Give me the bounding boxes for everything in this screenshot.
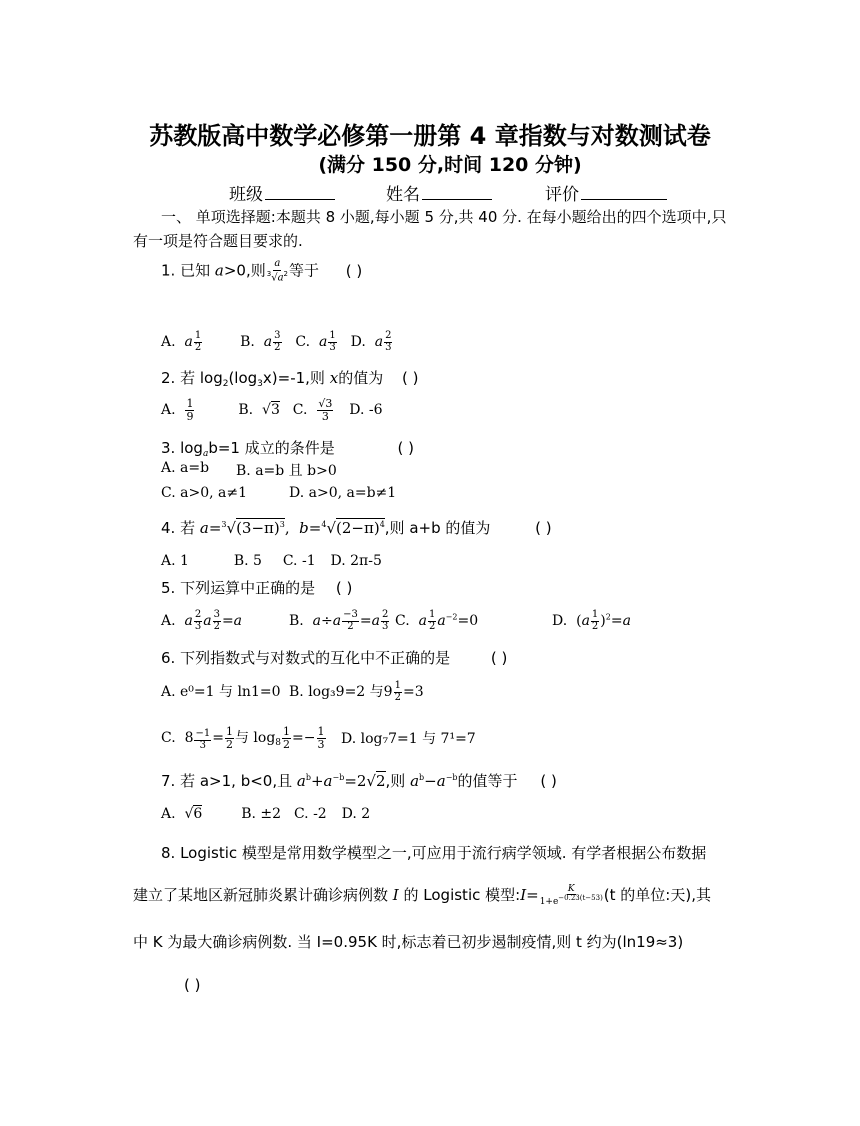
q4-stem: 4. 若 bbox=[161, 519, 196, 537]
grade-label: 评价 bbox=[545, 185, 579, 205]
q3-option-c[interactable]: C. a>0, a≠1 bbox=[161, 485, 247, 501]
q7-target: $a^b-a^{-b}$ bbox=[410, 772, 458, 790]
question-1 bbox=[161, 259, 362, 283]
q2-option-a[interactable]: A. $\frac{1}{9}$ bbox=[161, 397, 194, 423]
q6-answer-paren[interactable]: ( ) bbox=[490, 649, 508, 667]
q5-answer-paren[interactable]: ( ) bbox=[335, 579, 353, 597]
q7-expression: $a^b+a^{-b}=2√2$ bbox=[296, 772, 386, 790]
q4-option-a[interactable]: A. 1 bbox=[161, 553, 189, 569]
q5-stem: 5. 下列运算中正确的是 bbox=[161, 579, 316, 597]
q3-answer-paren[interactable]: ( ) bbox=[397, 439, 414, 457]
q4-option-c[interactable]: C. -1 bbox=[282, 553, 316, 569]
grade-blank[interactable] bbox=[581, 198, 667, 200]
q1-option-b[interactable]: B. a $\frac{3}{2}$ bbox=[240, 330, 281, 353]
q1-option-c[interactable]: C. a $\frac{1}{3}$ bbox=[295, 330, 336, 353]
q5-option-a[interactable]: A. a $\frac{2}{3}$ a $\frac{3}{2}$ =a bbox=[161, 609, 243, 632]
question-7 bbox=[161, 770, 557, 791]
q7-answer-paren[interactable]: ( ) bbox=[540, 772, 557, 790]
q8-answer-paren[interactable]: ( ) bbox=[184, 976, 201, 994]
q1-tail: 等于 bbox=[289, 261, 320, 280]
q2-option-c[interactable]: C. $\frac{√3}{3}$ bbox=[292, 397, 333, 423]
q5-option-d[interactable]: D. (a $\frac{1}{2}$ )$^2$=a bbox=[552, 609, 631, 632]
q7-end: 的值等于 bbox=[457, 772, 518, 790]
q1-option-d[interactable]: D. a $\frac{2}{3}$ bbox=[350, 330, 392, 353]
q8-line2a: 建立了某地区新冠肺炎累计确诊病例数 bbox=[133, 886, 389, 904]
question-8-line3: 中 K 为最大确诊病例数. 当 I=0.95K 时,标志着已初步遏制疫情,则 t 约为(ln19≈3) bbox=[133, 933, 684, 951]
q3-stem: 3. log bbox=[161, 439, 203, 457]
q4-options bbox=[161, 553, 382, 569]
q6-option-d[interactable]: D. log₇7=1 与 7¹=7 bbox=[341, 731, 476, 747]
q7-option-a[interactable]: A. √6 bbox=[161, 806, 203, 822]
q3-tail: b=1 成立的条件是 bbox=[208, 439, 335, 457]
question-5 bbox=[161, 577, 352, 598]
question-6 bbox=[161, 647, 507, 668]
section-instruction-line2: 有一项是符合题目要求的. bbox=[133, 232, 303, 250]
q7-option-d[interactable]: D. 2 bbox=[341, 806, 371, 822]
page-title: 苏教版高中数学必修第一册第 4 章指数与对数测试卷 bbox=[149, 122, 711, 150]
q4-option-d[interactable]: D. 2π-5 bbox=[330, 553, 382, 569]
q7-tail: ,则 bbox=[385, 772, 406, 790]
name-field[interactable] bbox=[386, 180, 492, 205]
q5-option-c[interactable]: C. a $\frac{1}{2}$ $a^{-2}=0$ bbox=[395, 609, 479, 632]
q6-stem: 6. 下列指数式与对数式的互化中不正确的是 bbox=[161, 649, 451, 667]
q1-answer-paren[interactable]: ( ) bbox=[345, 261, 363, 280]
q7-options bbox=[161, 806, 370, 822]
question-8-line1: 8. Logistic 模型是常用数学模型之一,可应用于流行病学领域. 有学者根据公布数据 bbox=[161, 844, 707, 862]
q7-option-c[interactable]: C. -2 bbox=[293, 806, 327, 822]
q6-option-b[interactable]: B. log₃9=2 与9 $\frac{1}{2}$ =3 bbox=[289, 680, 424, 703]
q8-model-formula: I= $\frac{K}{1+e^{-0.23(t-53)}}$ bbox=[520, 883, 603, 907]
q4-answer-paren[interactable]: ( ) bbox=[535, 519, 552, 537]
q2-tail: x)=-1,则 bbox=[262, 369, 325, 387]
q6-option-c[interactable]: C. 8 $\frac{-1}{3}$ = $\frac{1}{2}$ 与 $\log_8$ $\frac{1}{2}$ =− $\frac{1}{3}$ bbox=[161, 725, 325, 751]
q1-fraction: $\frac{a}{^3√a^2}$ bbox=[266, 258, 288, 283]
class-blank[interactable] bbox=[265, 198, 335, 200]
q2-end: 的值为 bbox=[338, 369, 384, 387]
question-8-line2: 建立了某地区新冠肺炎累计确诊病例数 I 的 Logistic 模型:I= $\frac{K}{1+e^{-0.23(t-53)}}$ (t 的单位:天),其 bbox=[133, 883, 711, 907]
q1-cond: >0,则 bbox=[223, 261, 266, 280]
q8-line2c: (t 的单位:天),其 bbox=[603, 886, 711, 904]
q2-option-b[interactable]: B. √3 bbox=[238, 402, 280, 419]
q2-options bbox=[161, 398, 383, 422]
question-3: 3. $\log_ab=1$ 成立的条件是 ( ) bbox=[161, 439, 414, 459]
q2-option-d[interactable]: D. -6 bbox=[349, 402, 383, 419]
q4-option-b[interactable]: B. 5 bbox=[233, 553, 262, 569]
class-label: 班级 bbox=[229, 185, 263, 205]
q2-var-x: x bbox=[329, 369, 339, 387]
q7-option-b[interactable]: B. ±2 bbox=[241, 806, 282, 822]
q1-var-a: a bbox=[214, 261, 224, 280]
question-2: 2. 若 $\log_2(\log_3x)=-1$,则 x的值为 ( ) bbox=[161, 369, 419, 389]
q8-line2b: 的 Logistic 模型: bbox=[403, 886, 521, 904]
q3-option-d[interactable]: D. a>0, a=b≠1 bbox=[289, 485, 397, 501]
name-label: 姓名 bbox=[386, 185, 420, 205]
class-field[interactable] bbox=[229, 180, 335, 205]
page-subtitle: (满分 150 分,时间 120 分钟) bbox=[318, 154, 582, 176]
q6-option-a[interactable]: A. e⁰=1 与 ln1=0 bbox=[161, 684, 281, 700]
q1-options bbox=[161, 331, 393, 353]
q5-option-b[interactable]: B. a÷a $\frac{-3}{2}$ =a $\frac{2}{3}$ bbox=[289, 609, 389, 632]
q4-expression: $a=^3√(3-\pi)^3$, $b=^4√(2-\pi)^4$ bbox=[199, 519, 385, 537]
q1-option-a[interactable]: A. a $\frac{1}{2}$ bbox=[161, 330, 202, 353]
q2-mid: (log bbox=[228, 369, 258, 387]
q2-answer-paren[interactable]: ( ) bbox=[401, 369, 419, 387]
question-4 bbox=[161, 517, 552, 538]
q3-option-a[interactable]: A. a=b bbox=[161, 460, 210, 476]
q4-tail: ,则 a+b 的值为 bbox=[384, 519, 491, 537]
grade-field[interactable] bbox=[545, 180, 667, 205]
q2-stem: 2. 若 log bbox=[161, 369, 223, 387]
section-instruction-line1: 一、 单项选择题:本题共 8 小题,每小题 5 分,共 40 分. 在每小题给出的四个选项中,只 bbox=[161, 208, 727, 226]
q3-option-b[interactable]: B. a=b 且 b>0 bbox=[236, 463, 337, 479]
q1-stem: 1. 已知 bbox=[161, 261, 211, 280]
name-blank[interactable] bbox=[422, 198, 492, 200]
q7-stem: 7. 若 a>1, b<0,且 bbox=[161, 772, 293, 790]
